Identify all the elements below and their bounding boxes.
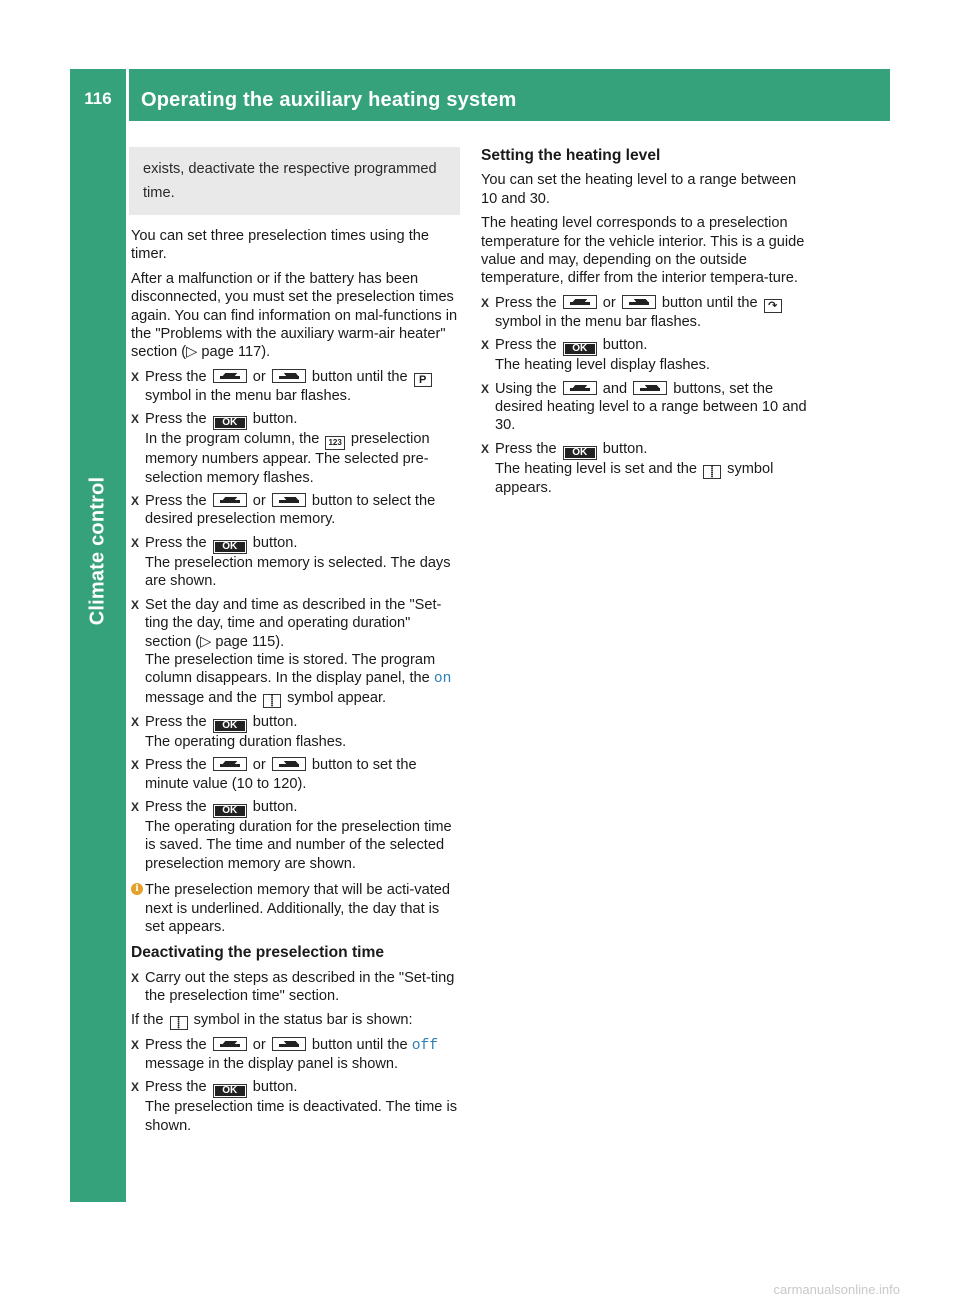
up-button-icon bbox=[213, 757, 247, 771]
up-button-icon bbox=[563, 381, 597, 395]
heating-symbol-icon: ⸽ bbox=[263, 694, 281, 708]
step: X Press the OK button. The operating duration flashes. bbox=[131, 713, 347, 750]
step-arrow-icon: X bbox=[131, 970, 140, 985]
info-icon: i bbox=[131, 883, 143, 895]
step-arrow-icon: X bbox=[131, 597, 140, 612]
step: X Press the OK button. The heating level is set and the ⸽ symbol appears. bbox=[481, 440, 774, 496]
step: X Press the OK button. The operating duration for the preselection time is saved. The time and number of the selected preselection memory are shown. bbox=[131, 798, 452, 872]
parking-symbol-icon: P bbox=[414, 373, 432, 387]
step-arrow-icon: X bbox=[481, 295, 490, 310]
up-button-icon bbox=[563, 295, 597, 309]
left-column bbox=[131, 147, 460, 1140]
down-button-icon bbox=[272, 369, 306, 383]
memory-number-icon: 123 bbox=[325, 436, 344, 450]
header-bar bbox=[70, 69, 890, 121]
step: X Press the or button until the P symbol in the menu bar flashes. bbox=[131, 368, 460, 405]
step-arrow-icon: X bbox=[131, 758, 140, 773]
down-button-icon bbox=[633, 381, 667, 395]
down-button-icon bbox=[272, 493, 306, 507]
step: X Press the OK button. The preselection time is deactivated. The time is shown. bbox=[131, 1079, 458, 1134]
watermark: carmanualsonline.info bbox=[773, 1282, 900, 1297]
heating-symbol-icon: ⸽ bbox=[703, 465, 721, 479]
heating-symbol-icon: ⸽ bbox=[170, 1016, 188, 1030]
display-off-text: off bbox=[411, 1037, 438, 1054]
header-separator bbox=[126, 69, 129, 121]
step-arrow-icon: X bbox=[131, 369, 140, 384]
step-arrow-icon: X bbox=[131, 1037, 140, 1052]
section-heading: Deactivating the preselection time bbox=[131, 944, 385, 962]
step-arrow-icon: X bbox=[131, 1080, 140, 1095]
paragraph: After a malfunction or if the battery has been disconnected, you must set the preselection times again. You can find information on mal-functions in the "Problems with the auxiliary warm-air heater" section (▷ page 117). bbox=[131, 270, 458, 361]
step: X Press the or button to set the minute value (10 to 120). bbox=[131, 757, 417, 792]
step: X Press the or button until the ↷ symbol in the menu bar flashes. bbox=[481, 294, 813, 331]
down-button-icon bbox=[272, 1037, 306, 1051]
step-arrow-icon: X bbox=[481, 381, 490, 396]
step: X Press the OK button. The heating level display flashes. bbox=[481, 337, 710, 374]
step-arrow-icon: X bbox=[131, 494, 140, 509]
display-on-text: on bbox=[433, 671, 452, 688]
ok-button-icon: OK bbox=[213, 416, 247, 430]
note-box: exists, deactivate the respective programmed time. bbox=[129, 147, 460, 215]
heating-level-symbol-icon: ↷ bbox=[764, 299, 782, 313]
step: X Press the OK button. In the program column, the 123 preselection memory numbers appear. The selected pre-selection memory flashes. bbox=[131, 411, 430, 486]
ok-button-icon: OK bbox=[213, 719, 247, 733]
up-button-icon bbox=[213, 1037, 247, 1051]
step-arrow-icon: X bbox=[131, 799, 140, 814]
section-label: Climate control bbox=[86, 476, 109, 626]
section-heading: Setting the heating level bbox=[481, 147, 661, 164]
step: X Set the day and time as described in the "Set-ting the day, time and operating duration" section (▷ page 115). The preselection time is stored. The program column disappears. In the display panel, the on message and the ⸽ symbol appear. bbox=[131, 596, 452, 707]
ok-button-icon: OK bbox=[213, 804, 247, 818]
step: X Press the or button to select the desired preselection memory. bbox=[131, 493, 436, 528]
right-column bbox=[481, 147, 813, 502]
paragraph: The heating level corresponds to a preselection temperature for the vehicle interior. This is a guide value and may, depending on the outside temperature, differ from the interior tempera-ture. bbox=[481, 215, 805, 287]
paragraph: If the ⸽ symbol in the status bar is shown: bbox=[131, 1011, 413, 1029]
step-arrow-icon: X bbox=[481, 338, 490, 353]
step: X Press the or button until the off message in the display panel is shown. bbox=[131, 1036, 438, 1072]
paragraph: You can set three preselection times using the timer. bbox=[131, 228, 430, 263]
step-arrow-icon: X bbox=[131, 412, 140, 427]
ok-button-icon: OK bbox=[213, 1084, 247, 1098]
ok-button-icon: OK bbox=[563, 342, 597, 356]
step-arrow-icon: X bbox=[131, 714, 140, 729]
ok-button-icon: OK bbox=[563, 446, 597, 460]
down-button-icon bbox=[272, 757, 306, 771]
step: X Carry out the steps as described in the "Set-ting the preselection time" section. bbox=[131, 969, 455, 1005]
step: X Press the OK button. The preselection memory is selected. The days are shown. bbox=[131, 534, 451, 590]
step-arrow-icon: X bbox=[131, 535, 140, 550]
page-number: 116 bbox=[84, 89, 112, 108]
up-button-icon bbox=[213, 369, 247, 383]
paragraph: You can set the heating level to a range between 10 and 30. bbox=[481, 172, 797, 207]
down-button-icon bbox=[622, 295, 656, 309]
ok-button-icon: OK bbox=[213, 540, 247, 554]
step-arrow-icon: X bbox=[481, 441, 490, 456]
up-button-icon bbox=[213, 493, 247, 507]
step: X Using the and buttons, set the desired heating level to a range between 10 and 30. bbox=[481, 380, 807, 434]
section-sidebar bbox=[70, 121, 126, 1202]
page-title: Operating the auxiliary heating system bbox=[141, 89, 517, 111]
info-note: i The preselection memory that will be acti-vated next is underlined. Additionally, the day that is set appears. bbox=[131, 881, 460, 936]
